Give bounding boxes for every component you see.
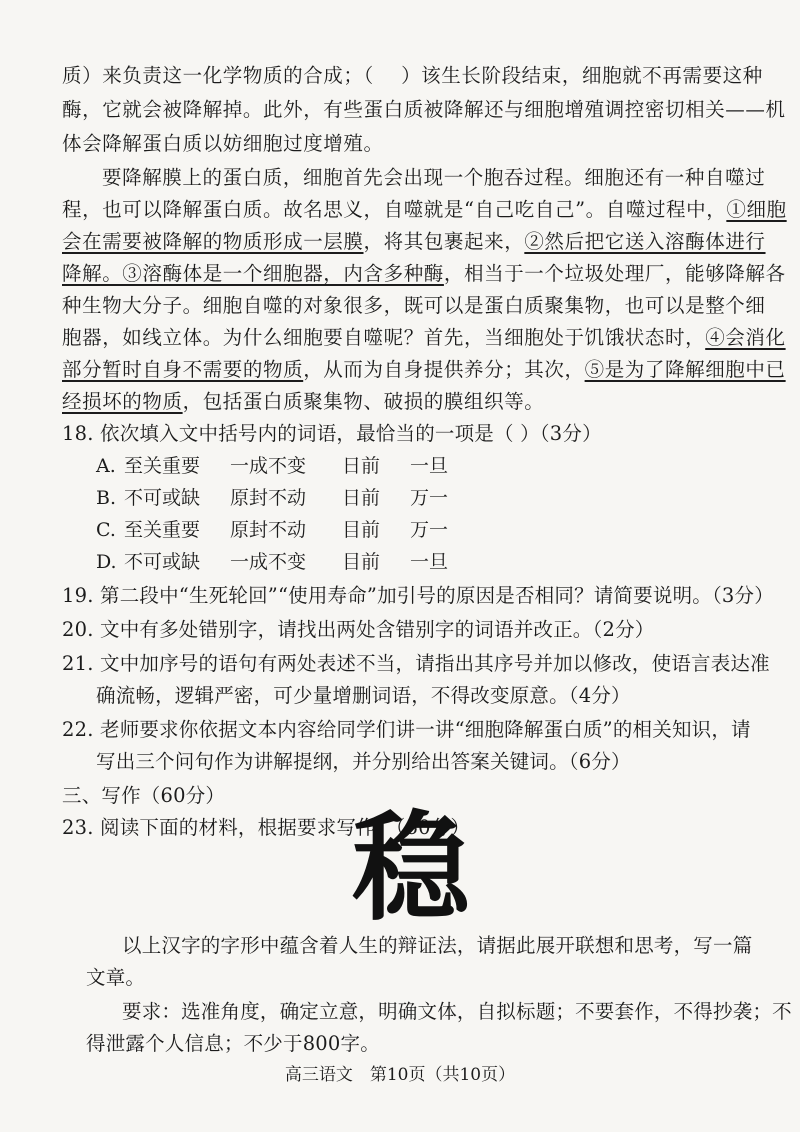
writing-requirements-line1: 要求：选准角度，确定立意，明确文体，自拟标题；不要套作，不得抄袭；不 [122,1000,792,1023]
underlined-sentence: 经损坏的物质 [62,390,183,413]
option-word: 万一 [410,519,449,541]
underlined-sentence: ②然后把它送入溶酶体进行 [524,230,766,253]
option-word: 一旦 [410,455,449,477]
passage-p2-line3 [62,228,766,256]
page-footer: 高三语文 第10页（共10页） [284,1065,516,1085]
writing-prompt-line2: 文章。 [86,966,146,989]
writing-requirements-line2: 得泄露个人信息；不少于800字。 [86,1032,380,1055]
option-word: 目前 [342,551,381,573]
question-22-line2: 写出三个问句作为讲解提纲，并分别给出答案关键词。（6分） [96,750,631,773]
option-word: 至关重要 [124,455,201,477]
option-word: 不可或缺 [124,551,201,573]
option-word: 日前 [342,455,381,477]
passage-p2-line1: 要降解膜上的蛋白质，细胞首先会出现一个胞吞过程。细胞还有一种自噬过 [102,166,766,189]
question-19: 19. 第二段中“生死轮回”“使用寿命”加引号的原因是否相同？请简要说明。（3分） [62,584,774,607]
underlined-sentence: 会在需要被降解的物质形成一层膜 [62,230,364,253]
option-word: 原封不动 [230,519,307,541]
passage-text: 质）来负责这一化学物质的合成；（ [62,64,374,87]
passage-text: ）该生长阶段结束，细胞就不再需要这种 [401,64,763,87]
option-word: 一旦 [410,551,449,573]
question-22-line1: 22. 老师要求你依据文本内容给同学们讲一讲“细胞降解蛋白质”的相关知识，请 [62,718,751,741]
passage-p1-line2: 酶，它就会被降解掉。此外，有些蛋白质被降解还与细胞增殖调控密切相关——机 [62,98,786,121]
underlined-sentence: ⑤是为了降解细胞中已 [584,358,786,381]
passage-p2-line2 [62,196,787,224]
question-20: 20. 文中有多处错别字，请找出两处含错别字的词语并改正。（2分） [62,618,655,641]
passage-text: ，从而为自身提供养分；其次， [303,358,585,381]
option-word: 至关重要 [124,519,201,541]
underlined-sentence: 降解。③溶酶体是一个细胞器，内含多种酶 [62,262,444,285]
passage-p2-line8 [62,388,762,416]
passage-p2-line4 [62,260,786,288]
passage-p1-line3: 体会降解蛋白质以妨细胞过度增殖。 [62,132,384,155]
writing-prompt-line1: 以上汉字的字形中蕴含着人生的辩证法，请据此展开联想和思考，写一篇 [122,934,753,957]
calligraphy-character: 稳 [352,798,471,937]
passage-text: ，包括蛋白质聚集物、破损的膜组织等。 [182,390,545,413]
option-letter: C. [96,519,116,541]
passage-text: ，相当于一个垃圾处理厂，能够降解各 [443,262,786,285]
option-word: 原封不动 [230,487,307,509]
option-word: 一成不变 [230,551,307,573]
option-word: 目前 [342,519,381,541]
underlined-sentence: 部分暂时自身不需要的物质 [62,358,304,381]
passage-p1-line1 [62,62,762,90]
passage-p2-line7 [62,356,786,384]
option-letter: D. [96,551,117,573]
option-word: 日前 [342,487,381,509]
passage-text: 胞器，如线立体。为什么细胞要自噬呢？首先，当细胞处于饥饿状态时， [62,326,706,349]
passage-text: ，将其包裹起来， [363,230,525,253]
option-word: 不可或缺 [124,487,201,509]
option-word: 万一 [410,487,449,509]
question-21-line1: 21. 文中加序号的语句有两处表述不当，请指出其序号并加以修改，使语言表达准 [62,652,770,675]
blank-gap [374,64,401,87]
option-letter: A. [96,455,116,477]
underlined-sentence: ④会消化 [705,326,786,349]
section-heading-writing: 三、写作（60分） [62,784,226,807]
passage-p2-line5: 种生物大分子。细胞自噬的对象很多，既可以是蛋白质聚集物，也可以是整个细 [62,294,766,317]
question-18: 18. 依次填入文中括号内的词语，最恰当的一项是（ ）（3分） [62,422,602,445]
passage-p2-line6 [62,324,786,352]
question-23: 23. 阅读下面的材料，根据要求写作。（60分） [62,816,471,839]
option-letter: B. [96,487,117,509]
passage-text: 程，也可以降解蛋白质。故名思义，自噬就是“自己吃自己”。自噬过程中， [62,198,727,221]
question-21-line2: 确流畅，逻辑严密，可少量增删词语，不得改变原意。（4分） [96,684,631,707]
option-word: 一成不变 [230,455,307,477]
underlined-sentence: ①细胞 [726,198,787,221]
